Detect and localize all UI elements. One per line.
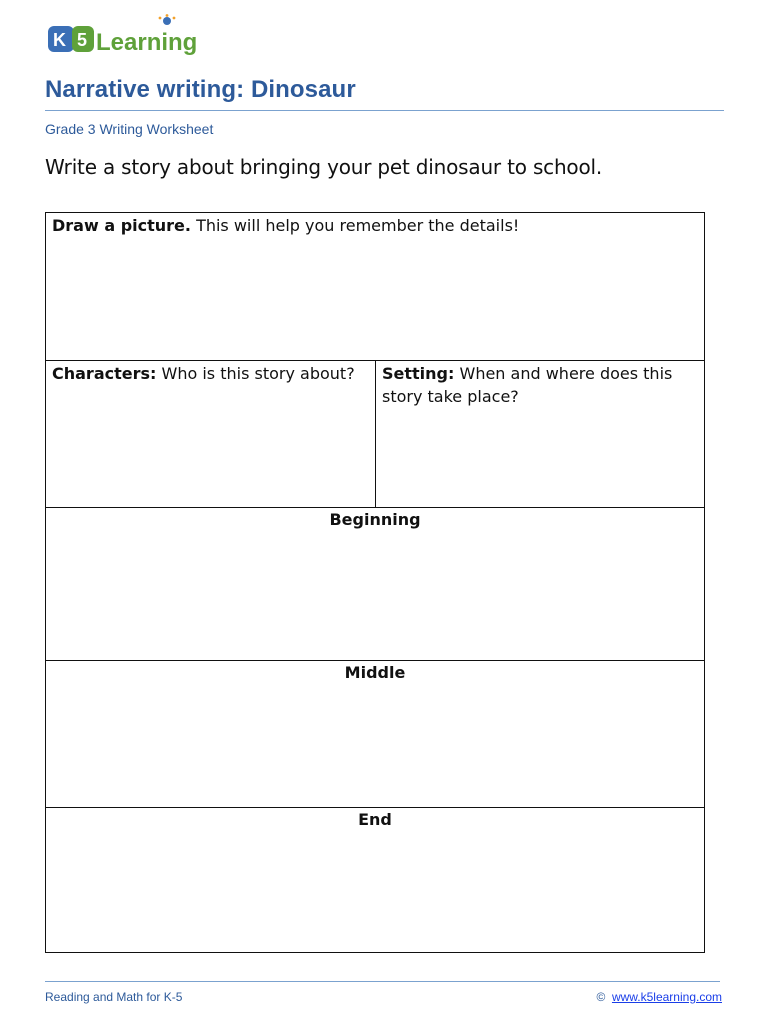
end-box[interactable] — [46, 808, 704, 954]
setting-label-bold: Setting: — [382, 364, 455, 383]
characters-box[interactable] — [46, 361, 376, 507]
end-label: End — [358, 810, 392, 829]
characters-hint: Who is this story about? — [161, 364, 355, 383]
middle-box[interactable] — [46, 661, 704, 808]
story-planner — [45, 212, 705, 953]
picture-label-bold: Draw a picture. — [52, 216, 191, 235]
svg-text:5: 5 — [77, 30, 88, 50]
footer-tagline: Reading and Math for K-5 — [45, 990, 183, 1004]
setting-hint: When and where does this story take place? — [382, 364, 673, 406]
setting-label — [376, 361, 706, 408]
beginning-label: Beginning — [329, 510, 421, 529]
footer-copyright — [596, 990, 722, 1004]
page-title: Narrative writing: Dinosaur — [45, 76, 356, 103]
worksheet-subtitle: Grade 3 Writing Worksheet — [45, 121, 214, 137]
characters-label-bold: Characters: — [52, 364, 157, 383]
svg-text:Learning: Learning — [96, 29, 198, 56]
characters-setting-row — [46, 361, 704, 508]
svg-text:K: K — [53, 30, 66, 50]
middle-label: Middle — [344, 663, 406, 682]
header-divider — [45, 110, 724, 111]
picture-label — [46, 213, 704, 237]
logo-graphic — [46, 14, 216, 58]
beginning-box[interactable] — [46, 508, 704, 661]
setting-box[interactable] — [376, 361, 706, 507]
copyright-symbol: © — [596, 990, 606, 1004]
website-link[interactable]: www.k5learning.com — [611, 990, 722, 1004]
picture-hint: This will help you remember the details! — [196, 216, 520, 235]
k5-learning-logo — [46, 14, 216, 58]
writing-prompt: Write a story about bringing your pet dinosaur to school. — [45, 155, 603, 179]
characters-label — [46, 361, 375, 385]
picture-box[interactable] — [46, 213, 704, 361]
footer-divider — [45, 981, 720, 982]
